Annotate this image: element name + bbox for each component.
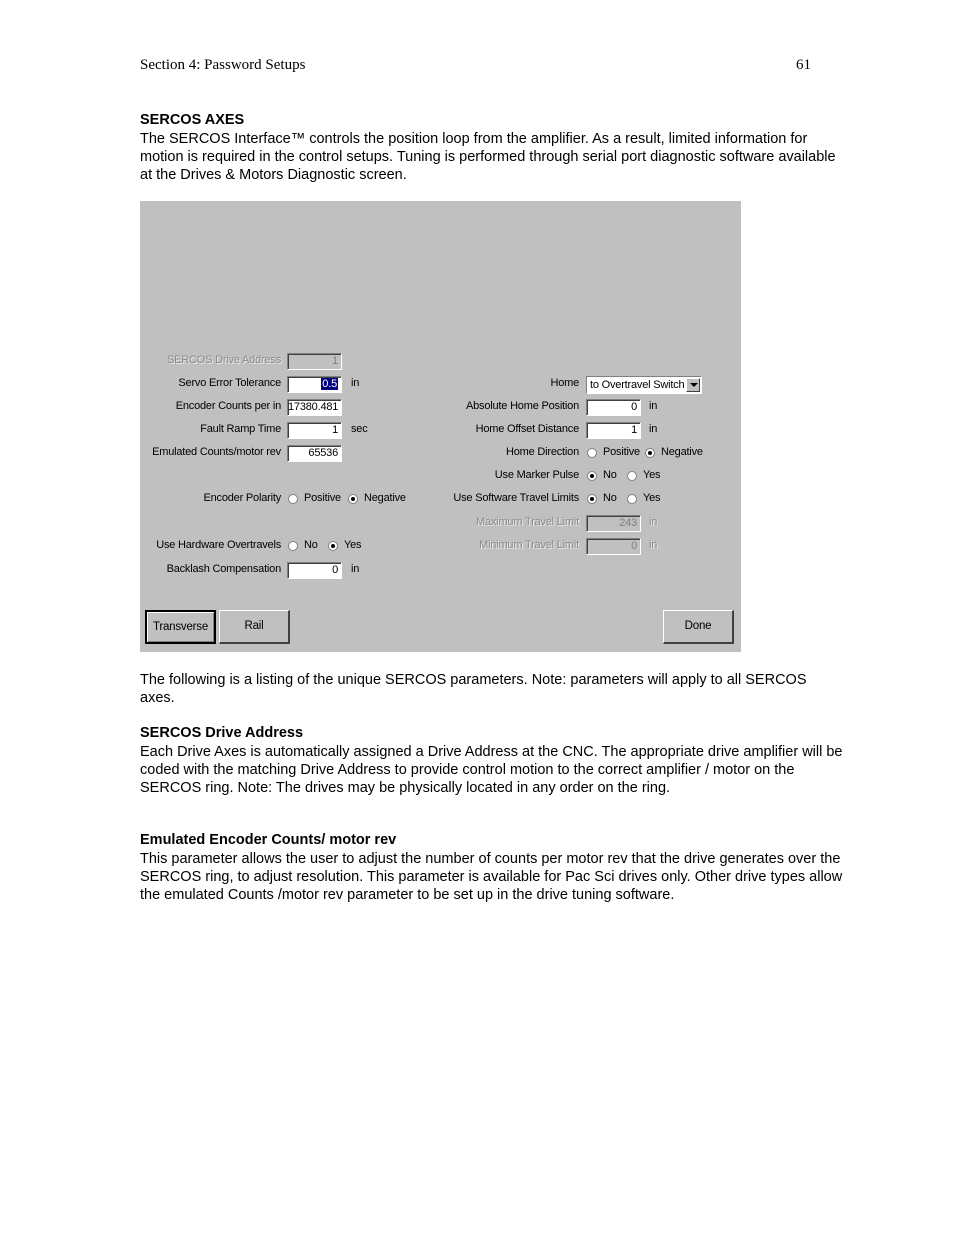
sw-limits-yes-radio[interactable]: [627, 494, 637, 504]
min-limit-field: 0: [586, 538, 641, 555]
page-number: 61: [796, 57, 811, 73]
servo-error-label: Servo Error Tolerance: [178, 377, 281, 389]
encoder-polarity-positive-label: Positive: [304, 492, 341, 504]
hw-overtravels-no-radio[interactable]: [288, 541, 298, 551]
done-button[interactable]: Done: [663, 610, 734, 644]
encoder-counts-field[interactable]: 17380.481: [287, 399, 342, 416]
marker-pulse-yes-label: Yes: [643, 469, 661, 481]
home-direction-positive-label: Positive: [603, 446, 640, 458]
sercos-axes-dialog: [140, 201, 741, 652]
intro-paragraph: The SERCOS Interface™ controls the position loop from the amplifier. As a result, limited information for motion is required in the control setups. Tuning is performed through serial port diagnostic software available at the Drives & Motors Diagnostic screen.: [140, 131, 836, 183]
marker-pulse-no-label: No: [603, 469, 617, 481]
backlash-field[interactable]: 0: [287, 562, 342, 579]
servo-error-value: 0.5: [322, 378, 337, 390]
home-direction-positive-radio[interactable]: [587, 448, 597, 458]
drive-address-heading: SERCOS Drive Address: [140, 725, 304, 741]
listing-paragraph: The following is a listing of the unique SERCOS parameters. Note: parameters will apply to all SERCOS axes.: [140, 672, 807, 706]
servo-error-field[interactable]: [287, 376, 342, 393]
marker-pulse-no-radio[interactable]: [587, 471, 597, 481]
max-limit-unit: in: [649, 516, 658, 528]
abs-home-unit: in: [649, 400, 658, 412]
hw-overtravels-no-label: No: [304, 539, 318, 551]
min-limit-unit: in: [649, 539, 658, 551]
emulated-counts-paragraph: This parameter allows the user to adjust the number of counts per motor rev that the drive generates over the SERCOS ring, to adjust resolution. This parameter is available for Pac Sci drives only. Other drive types allow the emulated Counts /motor rev parameter to be set up in the drive tuning software.: [140, 851, 843, 903]
sercos-axes-heading: SERCOS AXES: [140, 112, 245, 128]
encoder-polarity-negative-label: Negative: [364, 492, 406, 504]
marker-pulse-yes-radio[interactable]: [627, 471, 637, 481]
backlash-unit: in: [351, 563, 360, 575]
fault-ramp-label: Fault Ramp Time: [200, 423, 281, 435]
marker-pulse-label: Use Marker Pulse: [494, 469, 579, 481]
right-label-column: [340, 201, 579, 652]
min-limit-label: Minimum Travel Limit: [479, 539, 579, 551]
home-offset-label: Home Offset Distance: [475, 423, 579, 435]
sw-limits-no-label: No: [603, 492, 617, 504]
chevron-down-icon[interactable]: [686, 378, 700, 392]
home-offset-field[interactable]: 1: [586, 422, 641, 439]
sw-limits-no-radio[interactable]: [587, 494, 597, 504]
home-offset-unit: in: [649, 423, 658, 435]
home-direction-negative-radio[interactable]: [645, 448, 655, 458]
encoder-counts-label: Encoder Counts per in: [175, 400, 281, 412]
home-direction-negative-label: Negative: [661, 446, 703, 458]
backlash-label: Backlash Compensation: [166, 563, 281, 575]
emulated-counts-heading: Emulated Encoder Counts/ motor rev: [140, 832, 397, 848]
emulated-counts-field[interactable]: 65536: [287, 445, 342, 462]
transverse-button[interactable]: Transverse: [145, 610, 216, 644]
sw-limits-yes-label: Yes: [643, 492, 661, 504]
encoder-polarity-label: Encoder Polarity: [203, 492, 281, 504]
hw-overtravels-yes-label: Yes: [344, 539, 362, 551]
fault-ramp-field[interactable]: 1: [287, 422, 342, 439]
abs-home-field[interactable]: 0: [586, 399, 641, 416]
drive-address-field: 1: [287, 353, 342, 370]
section-header: Section 4: Password Setups: [140, 57, 306, 73]
abs-home-label: Absolute Home Position: [466, 400, 579, 412]
rail-button[interactable]: Rail: [219, 610, 290, 644]
max-limit-label: Maximum Travel Limit: [476, 516, 579, 528]
home-direction-label: Home Direction: [505, 446, 579, 458]
drive-address-paragraph: Each Drive Axes is automatically assigned a Drive Address at the CNC. The appropriate drive amplifier will be coded with the matching Drive Address to provide control motion to the correct amplifier / motor on the SERCOS ring. Note: The drives may be physically located in any order on the ring.: [140, 744, 843, 796]
emulated-counts-label: Emulated Counts/motor rev: [152, 446, 281, 458]
home-label: Home: [550, 377, 579, 389]
left-label-column: [140, 201, 281, 652]
sw-limits-label: Use Software Travel Limits: [453, 492, 579, 504]
fault-ramp-unit: sec: [351, 423, 368, 435]
max-limit-field: 243: [586, 515, 641, 532]
encoder-polarity-positive-radio[interactable]: [288, 494, 298, 504]
drive-address-label: SERCOS Drive Address: [167, 354, 281, 366]
hw-overtravels-label: Use Hardware Overtravels: [156, 539, 281, 551]
hw-overtravels-yes-radio[interactable]: [328, 541, 338, 551]
servo-error-unit: in: [351, 377, 360, 389]
home-select-value: to Overtravel Switch: [590, 379, 685, 391]
home-select[interactable]: [586, 376, 702, 394]
